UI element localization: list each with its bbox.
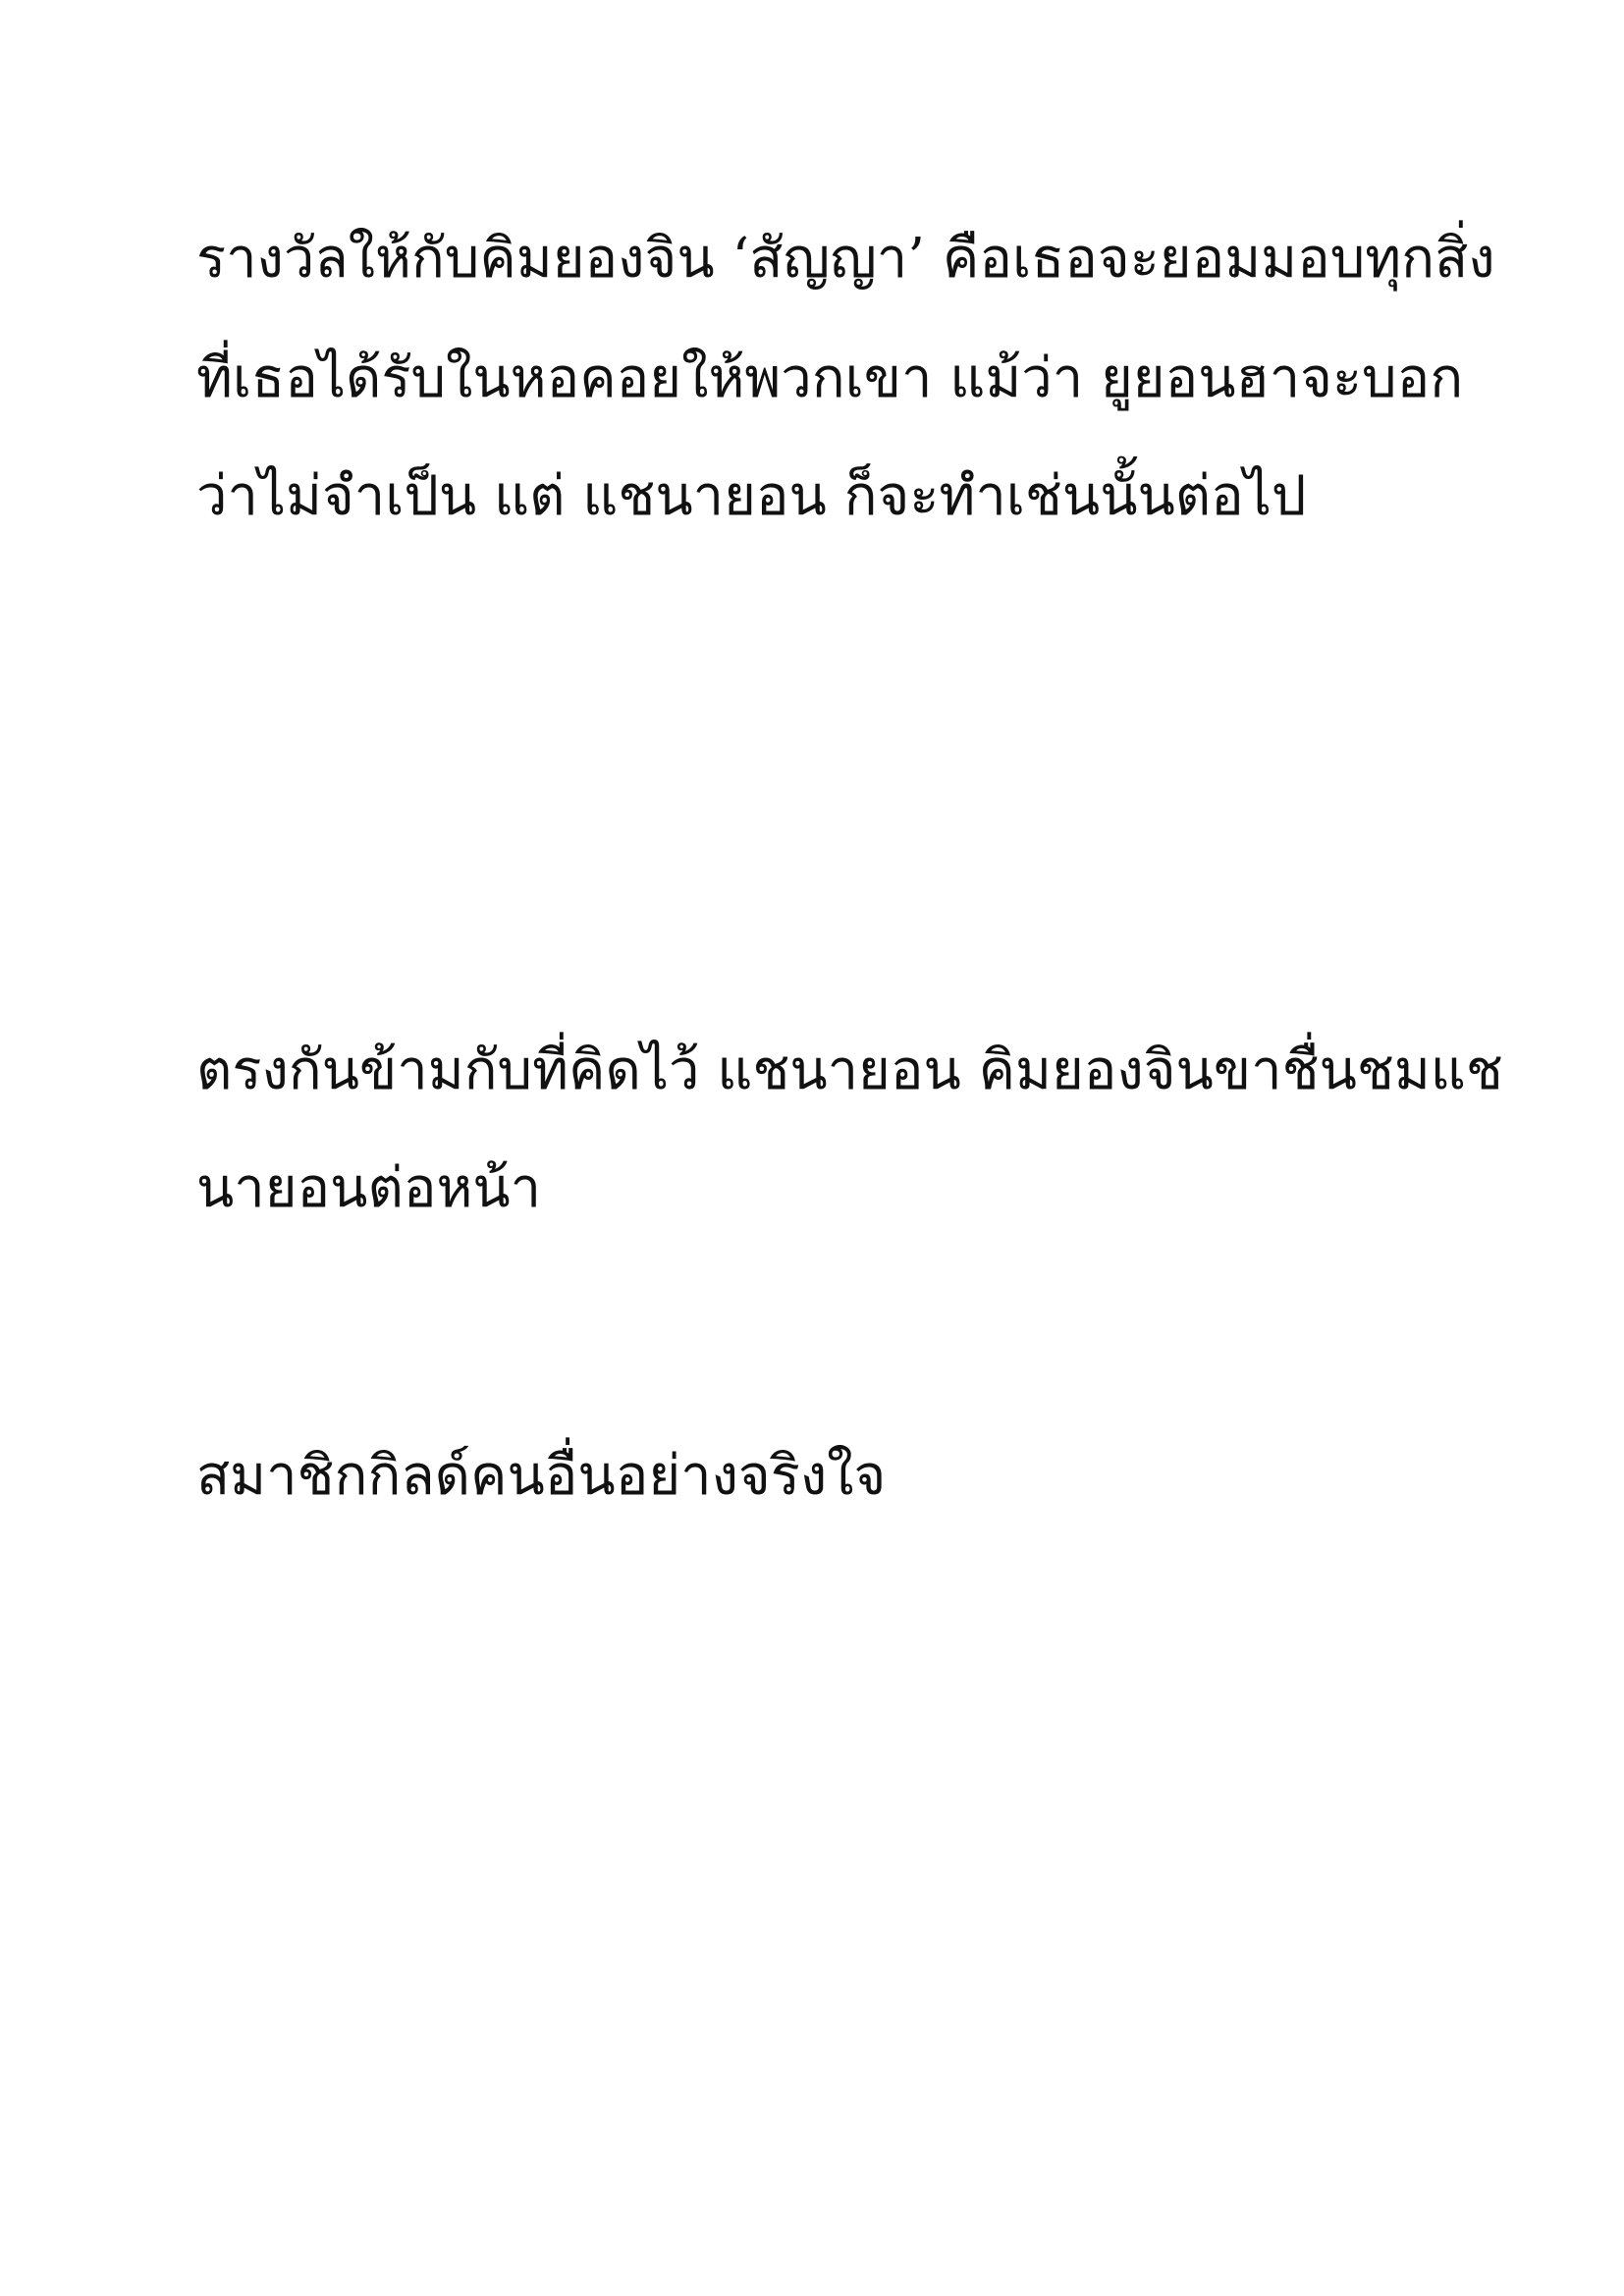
text-line: ที่เธอได้รับในหอคอยให้พวกเขา แม้ว่า ยูยอนฮาจะบอก: [196, 347, 1464, 410]
text-line: นายอนต่อหน้า: [196, 1156, 542, 1220]
text-line: สมาชิกกิลด์คนอื่นอย่างจริงใจ: [196, 1444, 887, 1508]
text-line: รางวัลให้กับคิมยองจิน ‘สัญญา’ คือเธอจะยอมมอบทุกสิ่ง: [196, 227, 1495, 291]
text-line: ว่าไม่จำเป็น แต่ แชนายอน ก็จะทำเช่นนั้นต่อไป: [196, 464, 1307, 528]
text-line: ตรงกันข้ามกับที่คิดไว้ แชนายอน คิมยองจินขาชื่นชมแช: [196, 1039, 1503, 1102]
